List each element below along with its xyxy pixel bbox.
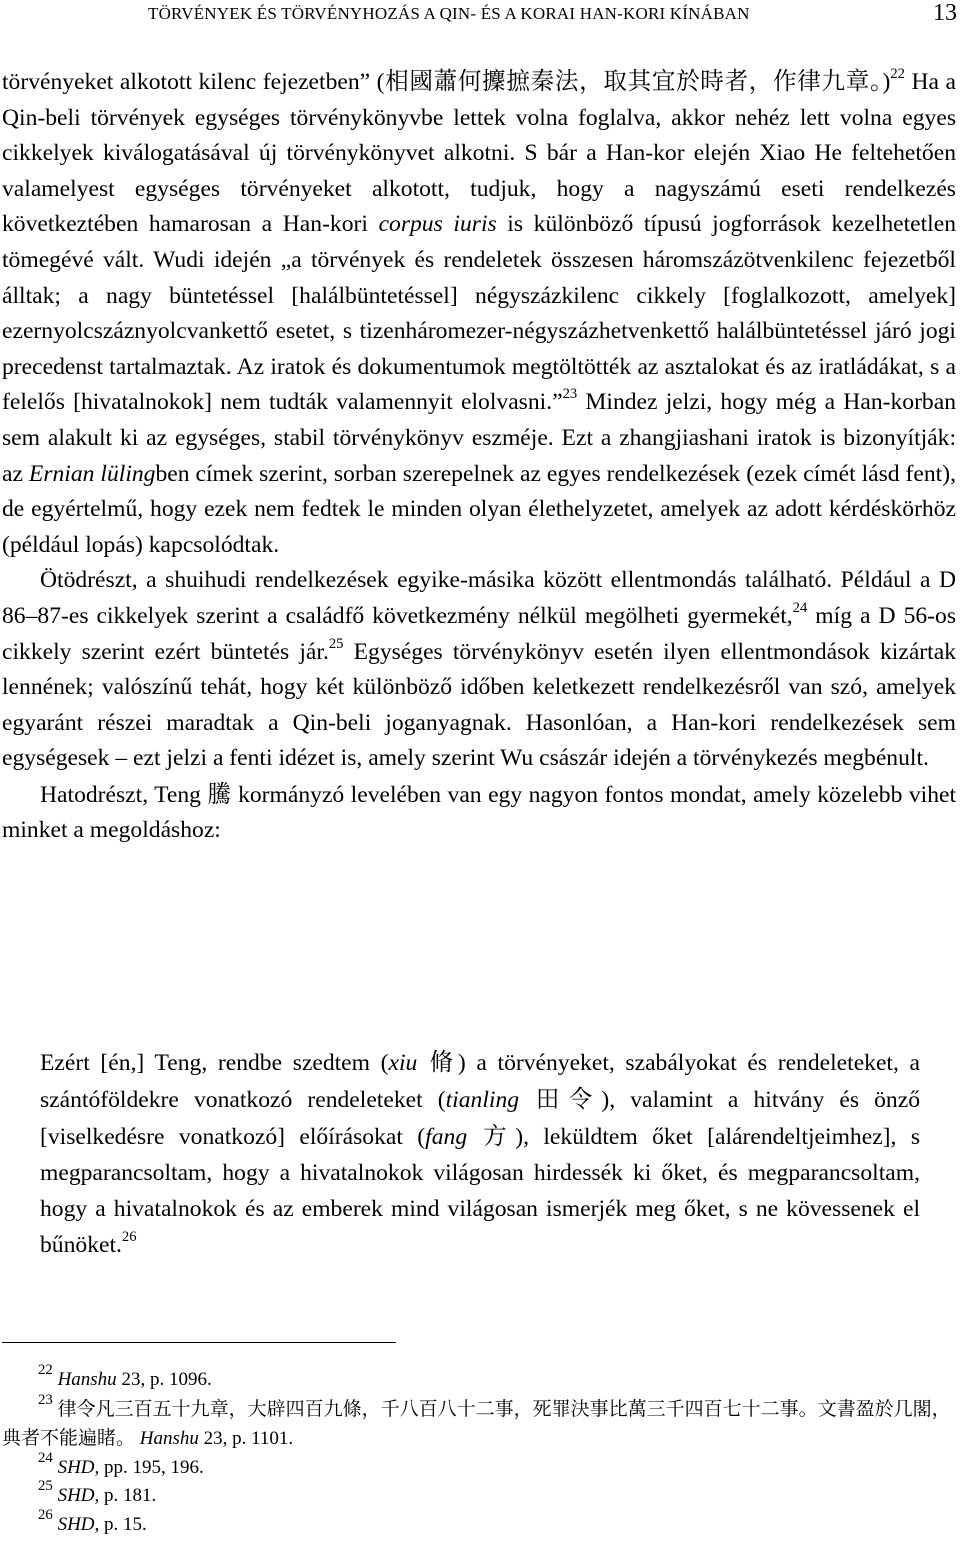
footnote-number: 26 — [38, 1506, 53, 1523]
text-run: is különböző típusú jogforrások kezelhetetlen tömegévé vált. Wudi idején „a törvények és rendeletek összesen háromszázötvenkilenc fejezetből álltak; a nagy büntetéssel [halálbüntetéssel] négyszázkilenc cikkely [foglalkozott, amelyek] ezernyolcszáznyolcvankettő esetet, s tizenháromezer-négyszázhetvenkettő halálbüntetéssel járó jogi precedenst tartalmaztak. Az iratok és dokumentumok megtöltötték az asztalokat és az iratládákat, s a felelős [hivatalnokok] nem tudták valamennyit elolvasni.” — [2, 211, 956, 416]
text-run: kormányzó levelében van egy nagyon fontos mondat, amely közelebb vihet minket a megoldáshoz: — [2, 781, 957, 844]
chinese-character: 方 — [467, 1122, 516, 1150]
text-run: ), valamint a hitvány és önző [viselkedésre vonatkozó] előírásokat ( — [40, 1087, 921, 1150]
citation: pp. 195, 196. — [99, 1456, 204, 1478]
text-run: törvényeket alkotott kilenc fejezetben” ( — [2, 69, 385, 95]
footnote-ref-26[interactable]: 26 — [121, 1229, 137, 1246]
citation: 23, p. 1096. — [116, 1369, 212, 1390]
italic-term: xiu — [388, 1050, 418, 1076]
running-header: TÖRVÉNYEK ÉS TÖRVÉNYHOZÁS A QIN- ÉS A KORAI HAN-KORI KÍNÁBAN — [148, 4, 750, 23]
italic-term: Ernian lüling — [28, 460, 156, 487]
chinese-character: 騰 — [207, 779, 232, 808]
footnote-25 — [2, 1478, 958, 1511]
paragraph-1 — [2, 64, 956, 563]
text-run: Ezért [én,] Teng, rendbe szedtem ( — [40, 1050, 389, 1076]
citation: 23, p. 1101. — [198, 1428, 294, 1450]
footnote-number: 23 — [38, 1391, 53, 1408]
footnote-24 — [2, 1449, 958, 1483]
footnote-ref-24[interactable]: 24 — [792, 599, 808, 616]
page-number: 13 — [933, 0, 957, 26]
text-run: Hatodrészt, Teng — [40, 781, 208, 808]
footnote-23 — [2, 1391, 958, 1454]
source-title: SHD, — [57, 1485, 100, 1507]
italic-term: tianling — [445, 1087, 520, 1113]
paragraph-3 — [2, 777, 956, 849]
italic-term: corpus iuris — [378, 211, 497, 238]
text-run: míg a D 56-os cikkely szerint ezért büntetés jár. — [2, 602, 956, 665]
footnote-22 — [2, 1361, 958, 1395]
footnote-number: 24 — [38, 1449, 53, 1466]
footnote-number: 22 — [38, 1361, 53, 1378]
text-run: ), leküldtem őket [alárendeltjeimhez], s megparancsoltam, hogy a hivatalnokok világosan hirdessék ki őket, és megparancsoltam, hogy a hivatalnokok és az emberek mind világosan ismerjék meg őket, s ne kövessenek el bűnöket. — [40, 1124, 921, 1258]
citation: p. 181. — [99, 1485, 157, 1507]
text-run: Ötödrészt, a shuihudi rendelkezések egyike-másika között ellentmondás található. Például a D 86–87-es cikkelyek szerint a családfő következmény nélkül megölheti gyermekét, — [2, 567, 956, 629]
main-text — [2, 64, 956, 849]
paragraph-2 — [2, 563, 956, 777]
footnote-ref-22[interactable]: 22 — [890, 66, 905, 83]
footnote-26 — [2, 1506, 958, 1540]
chinese-quote: 相國蕭何攈摭秦法，取其宜於時者，作律九章 — [384, 67, 870, 95]
block-quote — [40, 1044, 920, 1263]
citation: p. 15. — [99, 1513, 147, 1535]
source-title: SHD, — [57, 1456, 100, 1478]
text-run: Egységes törvénykönyv esetén ilyen ellentmondások kizártak lennének; valószínű tehát, hogy két különböző időben keletkezett rendelkezésről van szó, amelyek egyaránt részei maradtak a Qin-beli joganyagnak. Hasonlóan, a Han-kori rendelkezések sem egységesek – ezt jelzi a fenti idézet is, amely szerint Wu császár idején a törvénykezés megbénult. — [2, 638, 956, 772]
source-title: Hanshu — [57, 1369, 117, 1390]
text-run: ben címek szerint, sorban szerepelnek az egyes rendelkezések (ezek címét lásd fent), de egyértelmű, hogy ezek nem fedtek le minden olyan élethelyzetet, amelyek az adott kérdéskörhöz (például lopás) kapcsolódtak. — [2, 460, 956, 558]
text-run: Ha a Qin-beli törvények egységes törvénykönyvbe lettek volna foglalva, akkor nehéz lett volna egyes cikkelyek kiválogatásával új törvénykönyvet alkotni. S bár a Han-kor elején Xiao He feltehetően valamelyest egységes törvényeket alkotott, tudjuk, hogy a nagyszámú eseti rendelkezés következtében hamarosan a Han-kori — [2, 69, 957, 238]
source-title: SHD, — [57, 1513, 100, 1535]
chinese-source-text: 律令凡三百五十九章，大辟四百九條，千八百八十二事，死罪決事比萬三千四百七十二事。文書盈於几閣，典者不能遍睹。 — [2, 1397, 951, 1450]
chinese-character: 脩 — [417, 1048, 458, 1076]
text-run: Mindez jelzi, hogy még a Han-korban sem alakult ki az egységes, stabil törvénykönyv eszméje. Ezt a zhangjiashani iratok is bizonyítják: az — [2, 389, 956, 487]
source-title: Hanshu — [139, 1428, 199, 1450]
text-run: ) a törvényeket, szabályokat és rendeleteket, a szántóföldekre vonatkozó rendeleteket ( — [40, 1050, 920, 1113]
footnote-divider — [2, 1342, 396, 1343]
quote-paragraph — [40, 1044, 920, 1263]
footnote-ref-25[interactable]: 25 — [328, 635, 344, 652]
chinese-character: 田令 — [519, 1085, 602, 1113]
text-run: 。) — [870, 69, 891, 95]
footnote-ref-23[interactable]: 23 — [562, 386, 578, 403]
footnote-number: 25 — [38, 1478, 53, 1495]
footnotes — [2, 1361, 958, 1540]
italic-term: fang — [425, 1124, 468, 1150]
